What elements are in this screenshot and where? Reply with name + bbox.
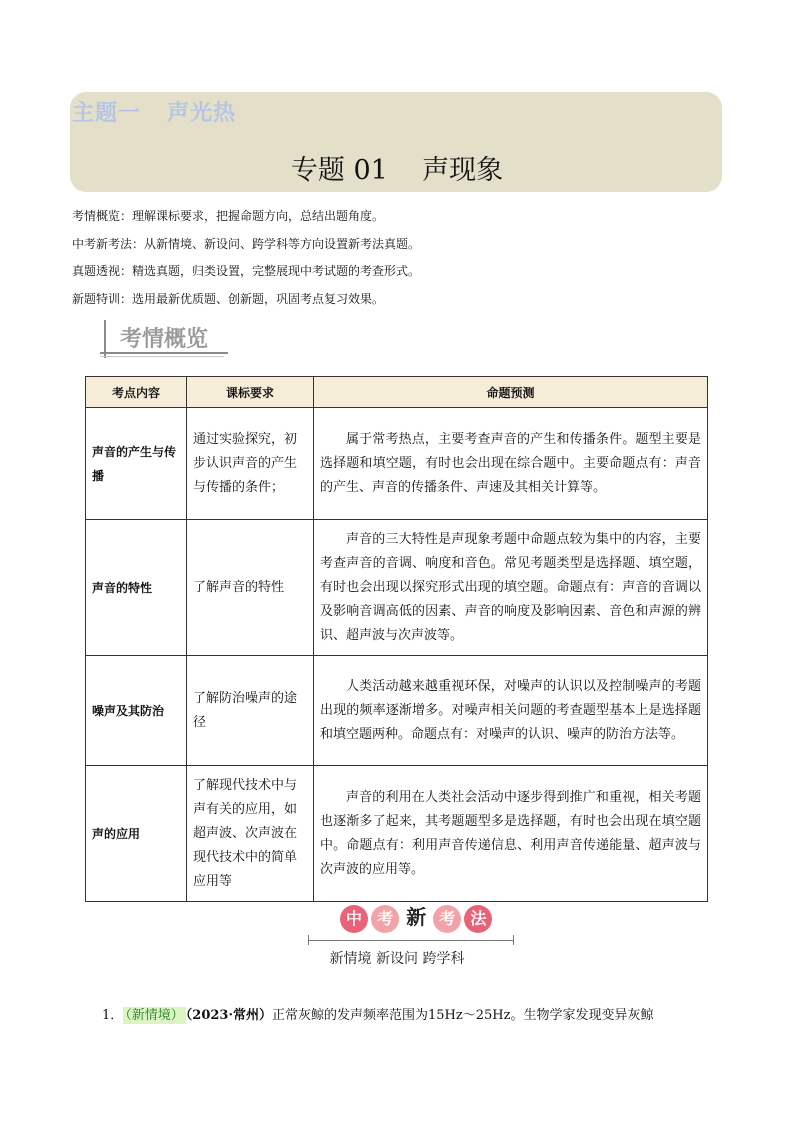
cell-topic: 声的应用 (86, 766, 187, 902)
table-row (86, 656, 708, 766)
table-row (86, 766, 708, 902)
badge-subtitle: 新情境 新设问 跨学科 (329, 951, 465, 967)
intro-line-1: 考情概览：理解课标要求，把握命题方向，总结出题角度。 (72, 209, 385, 223)
badge-char: 中 (340, 905, 368, 933)
badge-divider-tick-left (308, 935, 309, 945)
badge-char: 考 (433, 905, 461, 933)
question-tag: （新情境） (125, 1008, 184, 1023)
heading-underline-shadow (100, 356, 224, 357)
question-text: 正常灰鲸的发声频率范围为15Hz～25Hz。生物学家发现变异灰鲸 (272, 1008, 654, 1023)
intro-line-4: 新题特训：选用最新优质题、创新题，巩固考点复习效果。 (72, 292, 385, 306)
badge-char: 新 (402, 903, 430, 931)
cell-topic: 声音的产生与传播 (86, 408, 187, 520)
cell-standard: 通过实验探究，初步认识声音的产生与传播的条件； (187, 408, 314, 520)
section-heading (100, 318, 228, 358)
section-title: 考情概览 (120, 326, 209, 352)
cell-topic: 声音的特性 (86, 520, 187, 656)
cell-prediction: 声音的利用在人类社会活动中逐步得到推广和重视，相关考题也逐渐多了起来，其考题题型多是选择题，有时也会出现在填空题中。命题点有：利用声音传递信息、利用声音传递能量、超声波与次声波的应用等。 (314, 766, 708, 902)
question-number: 1． (102, 1008, 124, 1023)
badge-divider (308, 940, 514, 941)
question-1 (102, 1004, 653, 1023)
table-header-row (86, 377, 708, 408)
intro-line-3: 真题透视：精选真题，归类设置，完整展现中考试题的考查形式。 (72, 264, 421, 278)
cell-prediction: 声音的三大特性是声现象考题中命题点较为集中的内容，主要考查声音的音调、响度和音色。常见考题类型是选择题、填空题，有时也会出现以探究形式出现的填空题。命题点有：声音的音调以及影响音调高低的因素、声音的响度及影响因素、音色和声源的辨识、超声波与次声波等。 (314, 520, 708, 656)
table-row (86, 520, 708, 656)
header-topic: 考点内容 (86, 377, 187, 408)
exam-overview-table (85, 376, 708, 902)
new-exam-method-badge (340, 903, 490, 933)
theme-title: 主题一 声光热 (72, 101, 236, 126)
cell-prediction: 属于常考热点，主要考查声音的产生和传播条件。题型主要是选择题和填空题，有时也会出现在综合题中。主要命题点有：声音的产生、声音的传播条件、声速及其相关计算等。 (314, 408, 708, 520)
cell-standard: 了解声音的特性 (187, 520, 314, 656)
intro-line-2: 中考新考法：从新情境、新设问、跨学科等方向设置新考法真题。 (72, 237, 421, 251)
cell-topic: 噪声及其防治 (86, 656, 187, 766)
badge-char: 考 (371, 905, 399, 933)
question-source: （2023·常州） (185, 1008, 273, 1023)
badge-divider-tick-right (513, 935, 514, 945)
cell-standard: 了解现代技术中与声有关的应用，如超声波、次声波在现代技术中的简单应用等 (187, 766, 314, 902)
cell-standard: 了解防治噪声的途径 (187, 656, 314, 766)
header-prediction: 命题预测 (314, 377, 708, 408)
page-title: 专题 01 声现象 (290, 155, 504, 186)
table-row (86, 408, 708, 520)
badge-char: 法 (464, 905, 492, 933)
cell-prediction: 人类活动越来越重视环保，对噪声的认识以及控制噪声的考题出现的频率逐渐增多。对噪声相关问题的考查题型基本上是选择题和填空题两种。命题点有：对噪声的认识、噪声的防治方法等。 (314, 656, 708, 766)
header-standard: 课标要求 (187, 377, 314, 408)
